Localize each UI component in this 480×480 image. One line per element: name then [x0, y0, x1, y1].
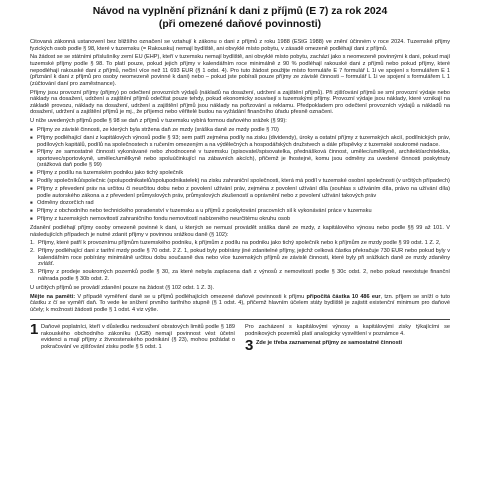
title-line-1: Návod na vyplnění přiznání k dani z příjmů (E 7) za rok 2024 — [92, 6, 388, 17]
numbered-item: 2. Příjmy podléhající dani z tarifní mzdy podle § 70 odst. 2 Z. 1, pokud byly pobírány jiné zdanitelné příjmy, jejichž celková částka překračuje 730 EUR nebo pokud byly v kalendářním roce pobírány minimálně určitou dobu současně dva nebo více tuzemských příjmů ze závislé činnosti, které byly při srážkách daně ze mzdy zdaněny zvlášť. — [30, 248, 450, 268]
intro-paragraph-2: Na žádost se se státními příslušníky zemí EU (EHP), kteří v tuzemsku nemají bydliště, ani obvyklé místo pobytu, zachází jako s neomezeně povinnými k dani, pokud mají tuzemské příjmy podle § 98. To platí pouze, pokud jejich příjmy v kalendářním roce minimálně z 90 % podléhají rakouské dani z příjmů nebo pokud příjmy, které nepodléhají rakouské dani z příjmů, nečiní více než 11 693 EUR (§ 1 odst. 4). Pro tuto žádost použijte místo formuláře E 7 formulář L 1i ve spojení s formulářem E 1 (přiznání k dani z příjmů pro osoby neomezeně povinné k dani) nebo – pokud jste pobírali pouze příjmy ze závislé činnosti – formulář L 1i ve spojení s formulářem L 1 (zúčtování daní pro zaměstnance). — [30, 54, 450, 87]
list-item: ■ Příjmy z obchodního nebo technického poradenství v tuzemsku a u příjmů z poskytování pracovních sil k vykonávání práce v tuzemsku — [30, 208, 450, 215]
note-highlight: připočítá částka 10 486 eur — [306, 293, 381, 300]
intro-paragraph-3: Příjmy jsou provozní příjmy (přijmy) po odečtení provozních výdajů (nákladů na dosažení, udržení a zajištění příjmů). Při zjišťování příjmů se smí provozní výdaje nebo náklady na dosažení, udržení a zajištění příjmů odečítat pouze tehdy, pokud ekonomicky souvisejí s tuzemskými příjmy. Provozní výdaje jsou náklady, které vznikají na základě provozu, náklady na dosažení, udržení a zajištění příjmů jsou náklady na pořizování a reklamu. Předpokladem pro odečtení provozních výdajů a nákladů na dosažení, udržení a zajištění příjmů je mj., že příjemci nebo věřitelé budou na vyžádání finančního úřadu přesně označeni. — [30, 89, 450, 116]
list-item: ■ Příjmy z tuzemských nemovitostí zahraničního fondu nemovitostí nabízeného neurčitému okruhu osob — [30, 216, 450, 223]
footnote-right — [245, 324, 450, 355]
title-line-2: (při omezené daňové povinnosti) — [158, 18, 322, 30]
document-title — [30, 6, 450, 31]
footnote-divider — [30, 319, 450, 320]
note-text: V případě vyměření daně se u příjmů podléhajících omezené daňové povinnosti k příjmu — [77, 293, 305, 300]
note-lead: Mějte na paměti: — [30, 293, 76, 300]
footnote-number-1: 1 — [30, 321, 39, 339]
intro-paragraph-4: U níže uvedených příjmů podle § 98 se daň z příjmů v tuzemsku vybírá formou daňového srážek (§ 99): — [30, 118, 287, 125]
footnote-text-2: Pro zacházení s kapitálovými výnosy a kapitálovými zisky týkajícími se podnikových pozemků platí analogicky vysvětlení v poznámce 4. — [245, 324, 450, 337]
document-page — [30, 6, 451, 355]
list-item: ■ Odměny dozorčích rad — [30, 200, 450, 207]
footnotes — [30, 321, 450, 355]
note-tail: , tzn. příjem se sníží o tuto částku z čí se vyměří daň. To vede ke snížení prvního tarifního stupně (§ 1 odst. 4), přičemž hlavním účelem státy bydliště je zajistit existenční minimum pro daňové účely; k možnosti žádosti podle § 1 odst. 4 viz výše. — [30, 293, 451, 313]
list-item: ■ Příjmy ze samostatné činnosti vykonávané nebo zhodnocené v tuzemsku (spisovatel/spisovatelka, přednášková činnost, umělec/umělkyně, architekt/architektka, sportovec/sportovkyně, umělec/umělkyně nebo spoluúčinkující na zábavních akcích), přičemž je lhostejné, komu jsou odměny za uvedené činnosti poskytnuty (srážková daň podle § 99) — [30, 149, 450, 169]
list-item: ■ Příjmy z podílu na tuzemském podniku jako tichý společník — [30, 170, 450, 177]
mandatory-assessment-list — [30, 240, 450, 282]
note-paragraph — [30, 294, 450, 314]
on-request-paragraph: U určitých příjmů se provádí zdanění pouze na žádost (§ 102 odst. 1 Z. 3). — [30, 284, 215, 291]
footnote-number-3: 3 — [245, 337, 254, 355]
document-body — [30, 39, 450, 313]
withholding-tax-list — [30, 127, 450, 222]
footnote-text-3: Zde je třeba zaznamenat příjmy ze samostatné činnosti — [256, 340, 403, 347]
list-item: ■ Příjmy ze závislé činnosti, ze kterých byla stržena daň ze mzdy (sráška daně ze mzdy podle § 70) — [30, 127, 450, 134]
intro-paragraph-1: Citovaná zákonná ustanovení bez bližšího označení se vztahují k zákonu o dani z příjmů z roku 1988 (EStG 1988) ve znění účinném v roce 2024. Tuzemské příjmy fyzických osob podle § 98, které v tuzemsku (= Rakousku) nemají bydliště, ani obvyklé místo pobytu, v zásadě omezeně podléhají dani z příjmů. — [30, 39, 450, 52]
footnote-3-block — [245, 337, 450, 355]
list-item: ■ Příjmy podléhající dani z kapitálových výnosů podle § 93; sem patří zejména podíly na zisku (dividendy), úroky a ostatní příjmy z tuzemských akcií, podílnických práv, podílových kapitálů, podílů na společnostech s ručením omezeným a na výdělečných a hospodářských družstvech a dále příspěvky z tuzemské soukromé nadace. — [30, 135, 450, 148]
footnote-left — [30, 321, 235, 350]
numbered-item: 3. Příjmy z prodeje soukromých pozemků podle § 30, za které nebyla zaplacena daň z výnosů z nemovitostí podle § 30c odst. 2, nebo pokud neexistuje finanční náhrada podle § 30b odst. 2. — [30, 269, 450, 282]
list-item: ■ Příjmy z převedení práv na určitou či neurčitou dobu nebo z povolení užívání práv, zejména z povolení užívání díla (souhlas s užíváním díla, právo na užívání díla) podle autorského zákona a z převedení průmyslových práv, průmyslových zkušeností a oprávnění nebo z povolení užívání takových práv — [30, 186, 450, 199]
list-item: ■ Podíly společníků/společnic (spolupodnikatelů/spolupodnikatelek) na zisku zahraniční společnosti, která má podíl v tuzemské osobní společnosti (v určitých případech) — [30, 178, 450, 185]
footnote-text-1: Daňové poplatníci, kteří v důsledku nedosažení obratových limitů podle § 189 rakouského obchodního zákoníku (UGB) nemají povinnost vést účetní evidenci a mají příjmy z živnostenského podnikání (§ 23), mohou požádat o pokračování ve zjišťování zisku podle § 5 odst. 1 — [41, 324, 235, 350]
numbered-item: 1. Příjmy, které patří k provoznímu příjmům tuzemského podniku, k příjmům z podílu na podniku jako tichý společník nebo k příjmům ze mzdy podle § 99 odst. 1 Z. 2, — [30, 240, 441, 247]
assessment-paragraph: Zdanění podléhají příjmy osoby omezeně povinné k dani, u kterých se nemusí provádět sráška daně ze mzdy, z kapitálového výnosu nebo podle §§ 99 až 101. V následujících případech je nutné zdanit příjmy v povinnou srážkou daně (§ 102): — [30, 225, 450, 238]
